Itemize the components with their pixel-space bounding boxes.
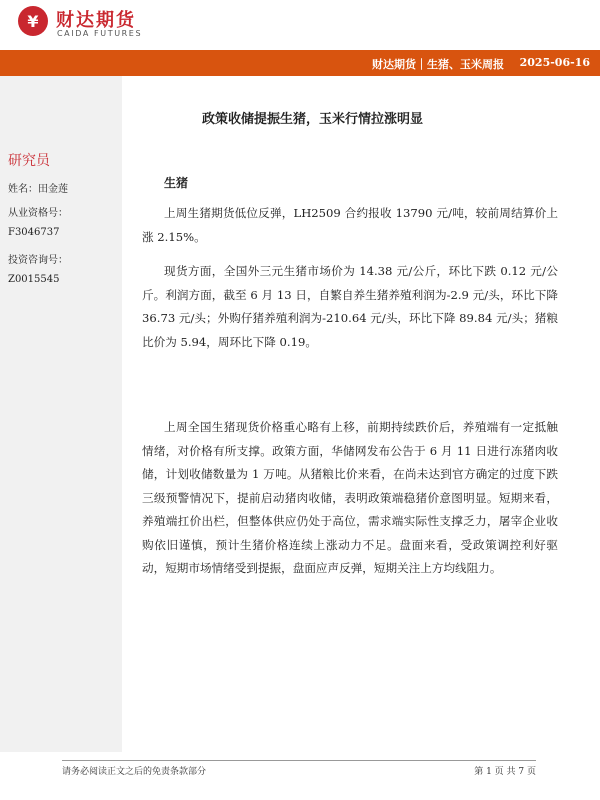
page-number: 第 1 页 共 7 页 — [474, 767, 536, 777]
page-title: 政策收储提振生猪，玉米行情拉涨明显 — [202, 112, 424, 127]
report-header-bar — [0, 50, 600, 76]
page-header — [0, 0, 600, 50]
disclaimer-notice: 请务必阅读正文之后的免责条款部分 — [62, 767, 207, 777]
analyst-sidebar — [0, 76, 122, 752]
paragraph: 上周全国生猪现货价格重心略有上移，前期持续跌价后，养殖端有一定抵触情绪，对价格有所支撑。政策方面，华储网发布公告于 6 月 11 日进行冻猪肉收储，计划收储数量为 1 万吨。从猪粮比价来看，在尚未达到官方确定的过度下跌三级预警情况下，提前启动猪肉收储，表明政策端稳猪价意图明显。短期来看，养殖端扛价出栏，但整体供应仍处于高位，需求端实际性支撑乏力，屠宰企业收购依旧谨慎，预计生猪价格连续上涨动力不足。盘面来看，受政策调控利好驱动，短期市场情绪受到提振，盘面应声反弹，短期关注上方均线阻力。 — [142, 420, 558, 575]
footer-divider — [62, 760, 536, 761]
analyst-name: 姓名：田金莲 — [8, 184, 68, 195]
report-date: 2025-06-16 — [519, 56, 590, 69]
sidebar-heading: 研究员 — [8, 153, 50, 169]
company-name-en: CAIDA FUTURES — [57, 29, 143, 38]
qualification-number: F3046737 — [8, 227, 60, 238]
company-name-cn: 财达期货 — [56, 10, 136, 31]
paragraph: 上周生猪期货低位反弹，LH2509 合约报收 13790 元/吨，较前周结算价上涨 2.15%。 — [142, 206, 558, 244]
qualification-label: 从业资格号： — [8, 208, 68, 219]
company-logo-icon: ¥ — [18, 6, 48, 36]
section-heading: 生猪 — [164, 176, 189, 190]
report-series-title: 财达期货｜生猪、玉米周报 — [372, 58, 504, 71]
paragraph: 现货方面，全国外三元生猪市场价为 14.38 元/公斤，环比下跌 0.12 元/公斤。利润方面，截至 6 月 13 日，自繁自养生猪养殖利润为-2.9 元/头，环比下降 36.73 元/头；外购仔猪养殖利润为-210.64 元/头，环比下降 89.84 元/头；猪粮比价为 5.94，周环比下降 0.19。 — [142, 264, 558, 349]
consulting-number: Z0015545 — [8, 274, 60, 285]
consulting-label: 投资咨询号： — [8, 255, 68, 266]
